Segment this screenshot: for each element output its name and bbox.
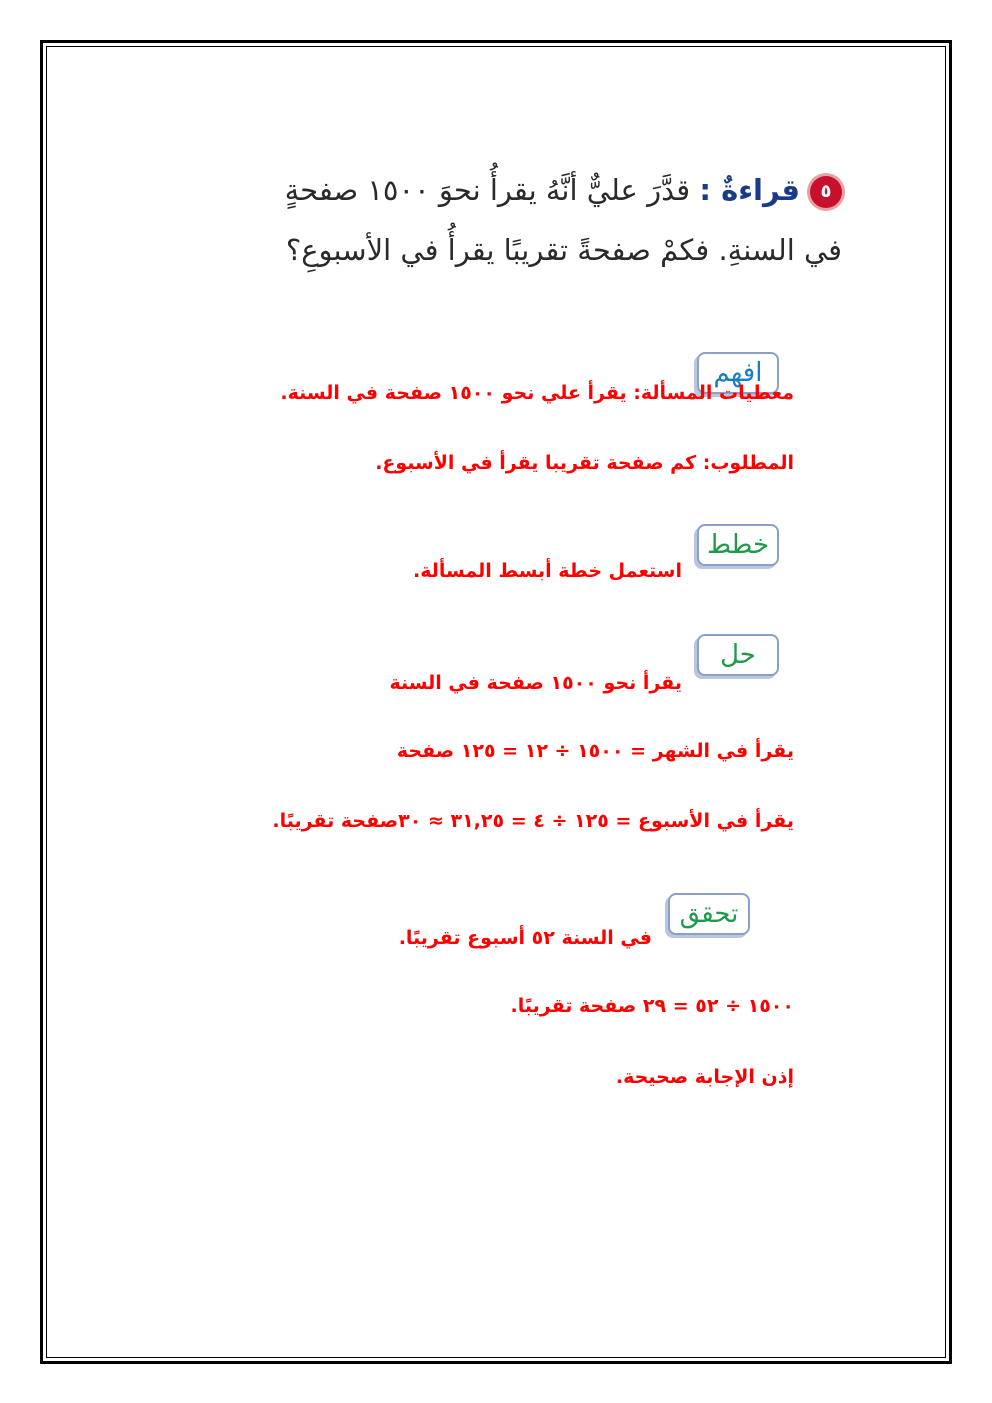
plan-badge-label: خطط — [706, 530, 770, 560]
problem-number-badge: ٥ — [810, 176, 842, 208]
solve-line-1: يقرأ نحو ١٥٠٠ صفحة في السنة — [389, 672, 682, 694]
check-line-2: ١٥٠٠ ÷ ٥٢ = ٢٩ صفحة تقريبًا. — [510, 995, 794, 1017]
check-badge-label: تحقق — [679, 899, 739, 929]
solve-badge-label: حل — [720, 640, 756, 670]
plan-line-1: استعمل خطة أبسط المسألة. — [413, 560, 682, 582]
understand-line-2: المطلوب: كم صفحة تقريبا يقرأ في الأسبوع. — [375, 452, 794, 474]
understand-line-1: معطيات المسألة: يقرأ علي نحو ١٥٠٠ صفحة في السنة. — [280, 382, 794, 404]
problem-line-1 — [222, 160, 842, 220]
check-line-3: إذن الإجابة صحيحة. — [615, 1066, 794, 1088]
check-badge — [668, 893, 750, 935]
solve-line-2: يقرأ في الشهر = ١٥٠٠ ÷ ١٢ = ١٢٥ صفحة — [396, 740, 794, 762]
solve-badge — [697, 634, 779, 676]
problem-statement — [222, 160, 842, 280]
problem-text-line-1: قدَّرَ عليٌّ أنَّهُ يقرأُ نحوَ ١٥٠٠ صفحةٍ — [284, 173, 691, 207]
solve-line-3: يقرأ في الأسبوع = ١٢٥ ÷ ٤ = ٣١,٢٥ ≈ ٣٠صفحة تقريبًا. — [272, 810, 794, 832]
problem-label: قراءةٌ : — [699, 173, 800, 207]
understand-badge-label: افهم — [713, 358, 763, 388]
problem-text-line-2: في السنةِ. فكمْ صفحةً تقريبًا يقرأُ في الأسبوعِ؟ — [285, 233, 842, 267]
plan-badge — [697, 524, 779, 566]
check-line-1: في السنة ٥٢ أسبوع تقريبًا. — [398, 927, 652, 949]
